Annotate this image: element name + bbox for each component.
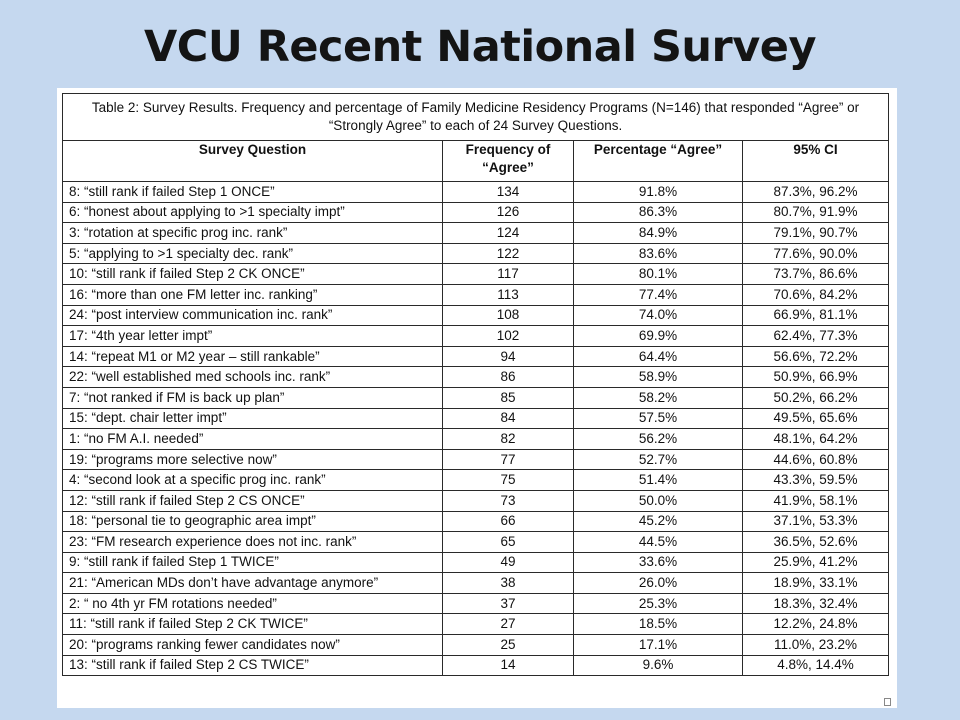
cell-percentage: 9.6% — [574, 655, 743, 676]
cell-ci: 48.1%, 64.2% — [743, 429, 889, 450]
cell-ci: 66.9%, 81.1% — [743, 305, 889, 326]
cell-question: 17: “4th year letter impt” — [63, 326, 443, 347]
cell-question: 20: “programs ranking fewer candidates now” — [63, 635, 443, 656]
cell-ci: 37.1%, 53.3% — [743, 511, 889, 532]
table-row — [63, 367, 889, 388]
cell-frequency: 126 — [443, 202, 574, 223]
table-row — [63, 655, 889, 676]
header-survey-question: Survey Question — [63, 141, 443, 182]
cell-question: 16: “more than one FM letter inc. ranking” — [63, 284, 443, 305]
cell-frequency: 124 — [443, 223, 574, 244]
cell-percentage: 58.2% — [574, 387, 743, 408]
table-row — [63, 264, 889, 285]
table-row — [63, 593, 889, 614]
cell-frequency: 27 — [443, 614, 574, 635]
cell-frequency: 75 — [443, 470, 574, 491]
table-row — [63, 202, 889, 223]
cell-frequency: 134 — [443, 182, 574, 203]
cell-frequency: 85 — [443, 387, 574, 408]
cell-percentage: 74.0% — [574, 305, 743, 326]
table-row — [63, 573, 889, 594]
table-row — [63, 532, 889, 553]
cell-percentage: 25.3% — [574, 593, 743, 614]
cell-question: 18: “personal tie to geographic area impt” — [63, 511, 443, 532]
cell-question: 5: “applying to >1 specialty dec. rank” — [63, 243, 443, 264]
header-ci: 95% CI — [743, 141, 889, 182]
cell-frequency: 102 — [443, 326, 574, 347]
table-row — [63, 305, 889, 326]
cell-frequency: 65 — [443, 532, 574, 553]
cell-percentage: 52.7% — [574, 449, 743, 470]
cell-percentage: 69.9% — [574, 326, 743, 347]
cell-ci: 11.0%, 23.2% — [743, 635, 889, 656]
table-row — [63, 243, 889, 264]
table-row — [63, 552, 889, 573]
cell-question: 10: “still rank if failed Step 2 CK ONCE” — [63, 264, 443, 285]
cell-ci: 62.4%, 77.3% — [743, 326, 889, 347]
cell-ci: 56.6%, 72.2% — [743, 346, 889, 367]
cell-ci: 87.3%, 96.2% — [743, 182, 889, 203]
cell-question: 7: “not ranked if FM is back up plan” — [63, 387, 443, 408]
cell-ci: 18.3%, 32.4% — [743, 593, 889, 614]
cell-percentage: 77.4% — [574, 284, 743, 305]
cell-question: 13: “still rank if failed Step 2 CS TWICE” — [63, 655, 443, 676]
cell-frequency: 25 — [443, 635, 574, 656]
cell-ci: 73.7%, 86.6% — [743, 264, 889, 285]
resize-handle — [884, 698, 891, 706]
cell-frequency: 117 — [443, 264, 574, 285]
cell-ci: 77.6%, 90.0% — [743, 243, 889, 264]
cell-frequency: 84 — [443, 408, 574, 429]
table-row — [63, 490, 889, 511]
cell-ci: 50.2%, 66.2% — [743, 387, 889, 408]
cell-frequency: 82 — [443, 429, 574, 450]
cell-frequency: 113 — [443, 284, 574, 305]
cell-question: 23: “FM research experience does not inc. rank” — [63, 532, 443, 553]
cell-question: 2: “ no 4th yr FM rotations needed” — [63, 593, 443, 614]
table-row — [63, 635, 889, 656]
cell-question: 15: “dept. chair letter impt” — [63, 408, 443, 429]
cell-frequency: 73 — [443, 490, 574, 511]
table-row — [63, 387, 889, 408]
cell-frequency: 38 — [443, 573, 574, 594]
cell-ci: 79.1%, 90.7% — [743, 223, 889, 244]
table-caption: Table 2: Survey Results. Frequency and percentage of Family Medicine Residency Programs (N=146) that responded “Agree” or “Strongly Agree” to each of 24 Survey Questions. — [63, 94, 889, 141]
cell-percentage: 86.3% — [574, 202, 743, 223]
table-row — [63, 470, 889, 491]
cell-ci: 50.9%, 66.9% — [743, 367, 889, 388]
cell-percentage: 51.4% — [574, 470, 743, 491]
cell-ci: 4.8%, 14.4% — [743, 655, 889, 676]
table-row — [63, 346, 889, 367]
cell-frequency: 77 — [443, 449, 574, 470]
cell-question: 3: “rotation at specific prog inc. rank” — [63, 223, 443, 244]
slide-title: VCU Recent National Survey — [144, 22, 816, 72]
cell-percentage: 18.5% — [574, 614, 743, 635]
cell-ci: 44.6%, 60.8% — [743, 449, 889, 470]
cell-frequency: 122 — [443, 243, 574, 264]
cell-question: 24: “post interview communication inc. rank” — [63, 305, 443, 326]
table-row — [63, 614, 889, 635]
cell-frequency: 86 — [443, 367, 574, 388]
cell-question: 14: “repeat M1 or M2 year – still rankable” — [63, 346, 443, 367]
cell-question: 19: “programs more selective now” — [63, 449, 443, 470]
cell-percentage: 56.2% — [574, 429, 743, 450]
cell-percentage: 50.0% — [574, 490, 743, 511]
cell-frequency: 94 — [443, 346, 574, 367]
cell-ci: 25.9%, 41.2% — [743, 552, 889, 573]
cell-percentage: 57.5% — [574, 408, 743, 429]
cell-frequency: 49 — [443, 552, 574, 573]
cell-frequency: 37 — [443, 593, 574, 614]
cell-ci: 12.2%, 24.8% — [743, 614, 889, 635]
cell-question: 6: “honest about applying to >1 specialty impt” — [63, 202, 443, 223]
cell-question: 21: “American MDs don’t have advantage anymore” — [63, 573, 443, 594]
cell-percentage: 58.9% — [574, 367, 743, 388]
table-body — [63, 182, 889, 676]
table-row — [63, 429, 889, 450]
cell-percentage: 80.1% — [574, 264, 743, 285]
cell-ci: 18.9%, 33.1% — [743, 573, 889, 594]
cell-ci: 43.3%, 59.5% — [743, 470, 889, 491]
cell-percentage: 33.6% — [574, 552, 743, 573]
cell-ci: 80.7%, 91.9% — [743, 202, 889, 223]
cell-frequency: 14 — [443, 655, 574, 676]
cell-question: 4: “second look at a specific prog inc. rank” — [63, 470, 443, 491]
cell-ci: 41.9%, 58.1% — [743, 490, 889, 511]
cell-frequency: 108 — [443, 305, 574, 326]
table-row — [63, 182, 889, 203]
cell-percentage: 45.2% — [574, 511, 743, 532]
cell-ci: 36.5%, 52.6% — [743, 532, 889, 553]
cell-question: 8: “still rank if failed Step 1 ONCE” — [63, 182, 443, 203]
table-row — [63, 408, 889, 429]
table-row — [63, 284, 889, 305]
table-row — [63, 223, 889, 244]
cell-percentage: 26.0% — [574, 573, 743, 594]
cell-question: 22: “well established med schools inc. rank” — [63, 367, 443, 388]
header-percentage: Percentage “Agree” — [574, 141, 743, 182]
cell-question: 1: “no FM A.I. needed” — [63, 429, 443, 450]
cell-percentage: 64.4% — [574, 346, 743, 367]
survey-results-table — [62, 93, 889, 676]
cell-percentage: 84.9% — [574, 223, 743, 244]
cell-frequency: 66 — [443, 511, 574, 532]
header-frequency: Frequency of “Agree” — [443, 141, 574, 182]
cell-percentage: 44.5% — [574, 532, 743, 553]
cell-ci: 70.6%, 84.2% — [743, 284, 889, 305]
cell-question: 9: “still rank if failed Step 1 TWICE” — [63, 552, 443, 573]
cell-percentage: 91.8% — [574, 182, 743, 203]
cell-question: 12: “still rank if failed Step 2 CS ONCE” — [63, 490, 443, 511]
cell-percentage: 83.6% — [574, 243, 743, 264]
table-image — [57, 88, 897, 708]
table-row — [63, 511, 889, 532]
cell-percentage: 17.1% — [574, 635, 743, 656]
cell-question: 11: “still rank if failed Step 2 CK TWICE” — [63, 614, 443, 635]
table-row — [63, 449, 889, 470]
table-row — [63, 326, 889, 347]
cell-ci: 49.5%, 65.6% — [743, 408, 889, 429]
